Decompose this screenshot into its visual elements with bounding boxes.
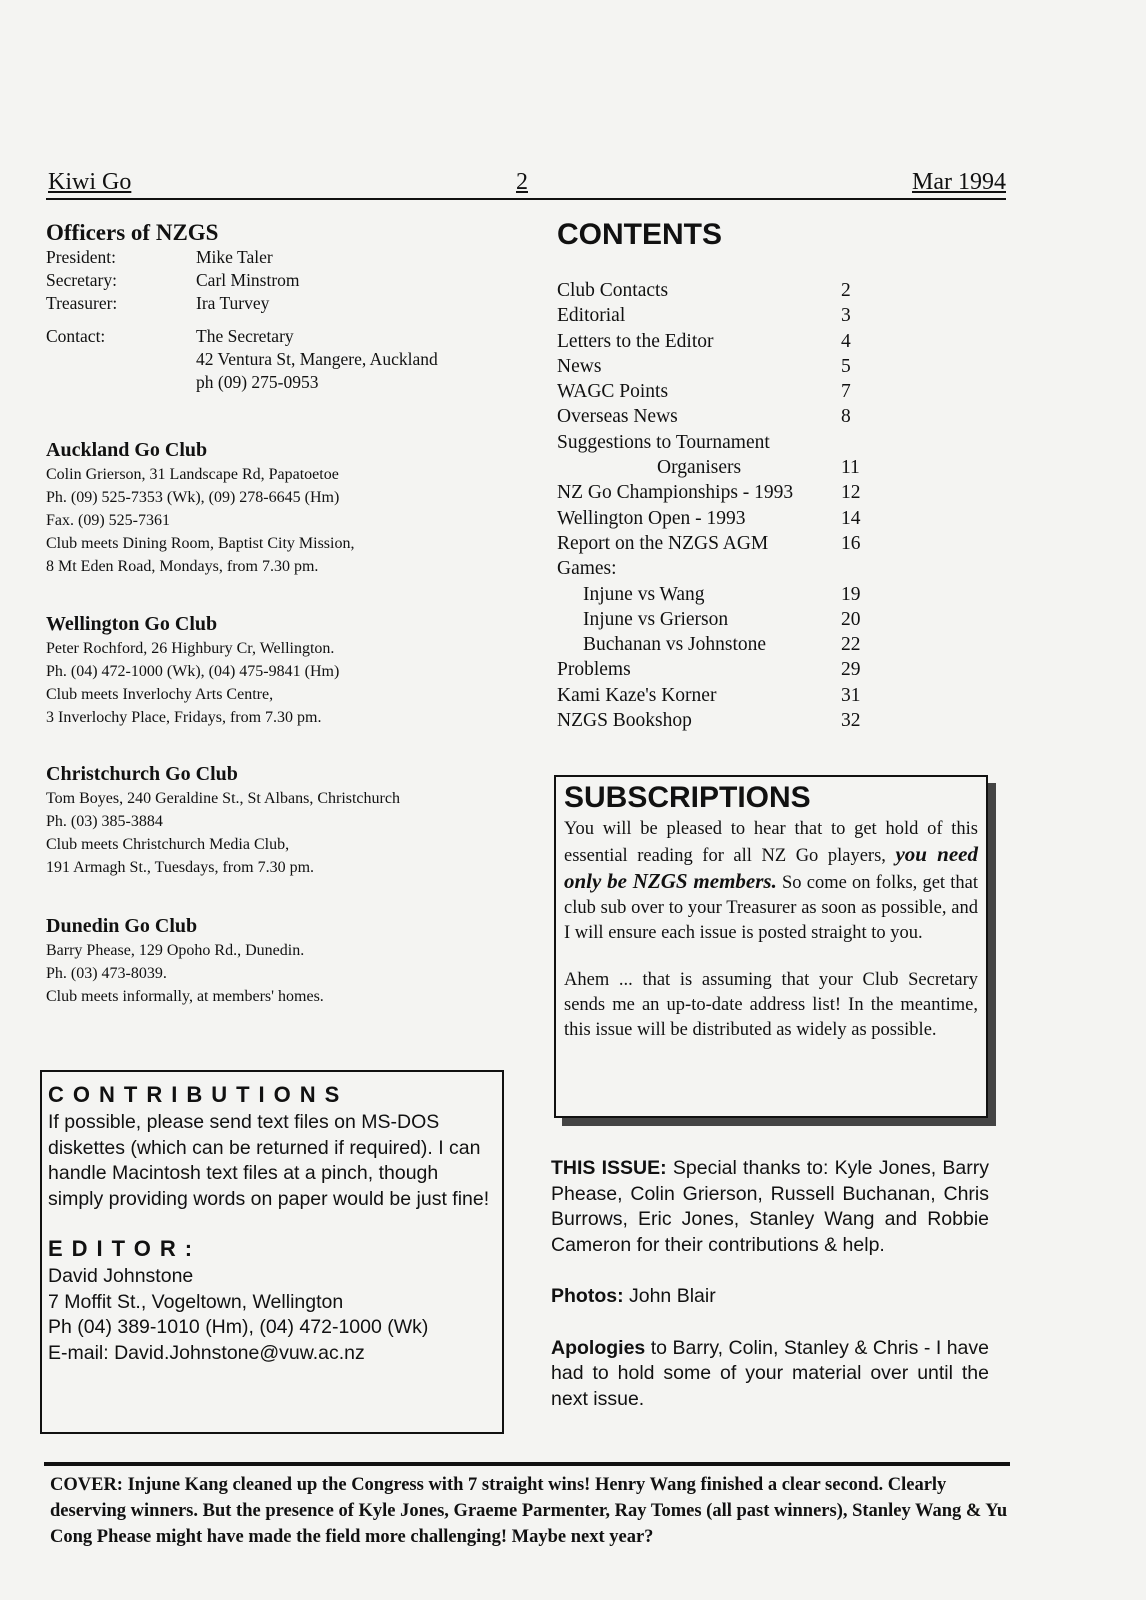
cover-note: [50, 1472, 1010, 1550]
page-number: 2: [516, 169, 528, 195]
toc-title: Overseas News: [557, 406, 678, 428]
toc-page: 16: [841, 532, 861, 554]
toc-title: WAGC Points: [557, 381, 669, 403]
toc-item: [557, 354, 877, 379]
club-christchurch: [46, 762, 516, 879]
toc-title: Problems: [557, 659, 631, 681]
editor-email: E-mail: David.Johnstone@vuw.ac.nz: [48, 1341, 365, 1364]
club-dunedin: [46, 914, 516, 1008]
officer-name: Carl Minstrom: [196, 270, 300, 290]
toc-title: Games:: [557, 558, 617, 580]
editor-line: David Johnstone: [48, 1265, 194, 1287]
contact-row: [46, 325, 516, 348]
photos-label: Photos:: [551, 1285, 624, 1307]
toc-item: [557, 480, 877, 505]
club-line: Club meets Inverlochy Arts Centre,: [46, 686, 274, 703]
toc-page: 7: [841, 381, 851, 403]
issue-date: Mar 1994: [912, 169, 1006, 195]
officer-row: [46, 269, 516, 292]
club-line: Ph. (03) 473-8039.: [46, 965, 167, 982]
club-line: Fax. (09) 525-7361: [46, 512, 170, 529]
photos-paragraph: [551, 1284, 989, 1310]
publication-title: Kiwi Go: [48, 169, 132, 195]
toc-page: 22: [841, 634, 861, 656]
contact-label: Contact:: [46, 326, 106, 346]
toc-item: [557, 455, 877, 480]
toc-item: [557, 607, 877, 632]
page-header: [46, 168, 1006, 200]
contents-section: [557, 218, 877, 733]
club-line: Barry Phease, 129 Opoho Rd., Dunedin.: [46, 942, 305, 959]
officer-row: [46, 246, 516, 269]
editor-line: 7 Moffit St., Vogeltown, Wellington: [48, 1290, 344, 1313]
officers-section: [46, 220, 516, 394]
contact-line: 42 Ventura St, Mangere, Auckland: [196, 349, 438, 369]
this-issue-section: [551, 1156, 989, 1412]
toc-title: Report on the NZGS AGM: [557, 532, 769, 554]
toc-item: [557, 278, 877, 303]
club-auckland: [46, 438, 516, 578]
toc-title: Suggestions to Tournament: [557, 431, 770, 453]
subscriptions-box: [554, 775, 988, 1118]
toc-item: [557, 303, 877, 328]
cover-text: Injune Kang cleaned up the Congress with 7 straight wins! Henry Wang finished a clear second. Clearly deserving winners. But the presence of Kyle Jones, Graeme Parmenter, Ray Tomes (all past winners), Stanley Wang & Yu Cong Phease might have made the field more challenging! Maybe next year?: [50, 1475, 1008, 1547]
toc-page: 14: [841, 507, 861, 529]
toc-item: [557, 430, 877, 455]
toc-page: [841, 556, 877, 581]
toc-title: Buchanan vs Johnstone: [583, 634, 767, 656]
contact-line: The Secretary: [196, 326, 294, 346]
club-line: Club meets informally, at members' homes.: [46, 988, 324, 1005]
contact-line: ph (09) 275-0953: [196, 372, 319, 392]
photos-text: John Blair: [623, 1285, 716, 1307]
toc-item: [557, 556, 877, 581]
contact-row: [46, 371, 516, 394]
toc-page: 31: [841, 684, 861, 706]
apologies-paragraph: [551, 1336, 989, 1413]
club-name: Auckland Go Club: [46, 439, 208, 461]
club-name: Christchurch Go Club: [46, 763, 238, 785]
subscriptions-paragraph: [564, 817, 978, 946]
officer-name: Mike Taler: [196, 247, 273, 267]
club-line: Ph. (09) 525-7353 (Wk), (09) 278-6645 (Hm): [46, 489, 340, 506]
officer-name: Ira Turvey: [196, 293, 270, 313]
toc-item: [557, 683, 877, 708]
toc-title: Editorial: [557, 305, 626, 327]
toc-item: [557, 582, 877, 607]
cover-divider: [44, 1462, 1010, 1466]
editor-line: Ph (04) 389-1010 (Hm), (04) 472-1000 (Wk): [48, 1316, 429, 1338]
subscriptions-paragraph: Ahem ... that is assuming that your Club Secretary sends me an up-to-date address list! In the meantime, this issue will be distributed as widely as possible.: [564, 970, 978, 1040]
contents-title: CONTENTS: [557, 218, 722, 251]
club-line: Club meets Dining Room, Baptist City Mission,: [46, 535, 355, 552]
thanks-text: Special thanks to: Kyle Jones, Barry Phease, Colin Grierson, Russell Buchanan, Chris Burrows, Eric Jones, Stanley Wang and Robbie Cameron for their contributions & help.: [551, 1157, 989, 1256]
toc-title: NZ Go Championships - 1993: [557, 482, 794, 504]
contributions-title: CONTRIBUTIONS: [48, 1082, 349, 1107]
toc-page: 5: [841, 355, 851, 377]
toc-item: [557, 404, 877, 429]
toc-item: [557, 531, 877, 556]
toc-title: News: [557, 355, 602, 377]
toc-title: Kami Kaze's Korner: [557, 684, 717, 706]
toc-item: [557, 632, 877, 657]
club-name: Wellington Go Club: [46, 613, 218, 635]
thanks-label: THIS ISSUE:: [551, 1157, 667, 1179]
toc-item: [557, 708, 877, 733]
club-line: Tom Boyes, 240 Geraldine St., St Albans, Christchurch: [46, 790, 400, 807]
contributions-text: If possible, please send text files on MS-DOS diskettes (which can be returned if required). I can handle Macintosh text files at a pinch, though simply providing words on paper would be just fine!: [48, 1111, 490, 1210]
toc-title: Club Contacts: [557, 280, 669, 301]
subscriptions-emphasis: you need only be NZGS members.: [564, 842, 978, 893]
officer-label: Secretary:: [46, 270, 117, 290]
apologies-text: to Barry, Colin, Stanley & Chris - I have had to hold some of your material over until the next issue.: [551, 1336, 989, 1410]
officer-label: Treasurer:: [46, 293, 118, 313]
subscriptions-text: You will be pleased to hear that to get hold of this essential reading for all NZ Go players,: [564, 819, 978, 866]
toc-page: 3: [841, 305, 851, 327]
subscriptions-title: SUBSCRIPTIONS: [564, 781, 811, 814]
toc-page: 20: [841, 608, 861, 630]
toc-title: Letters to the Editor: [557, 330, 714, 352]
toc-page: 2: [841, 280, 851, 301]
club-line: Ph. (03) 385-3884: [46, 813, 163, 830]
club-line: 191 Armagh St., Tuesdays, from 7.30 pm.: [46, 859, 315, 876]
toc-page: 12: [841, 482, 861, 504]
toc-title: Injune vs Wang: [583, 583, 705, 605]
club-line: Ph. (04) 472-1000 (Wk), (04) 475-9841 (Hm): [46, 663, 340, 680]
club-line: Colin Grierson, 31 Landscape Rd, Papatoetoe: [46, 466, 339, 483]
toc-title: Organisers: [657, 457, 742, 479]
toc-page: 8: [841, 406, 851, 428]
officers-title: Officers of NZGS: [46, 220, 219, 245]
toc-page: 19: [841, 583, 861, 605]
club-line: 8 Mt Eden Road, Mondays, from 7.30 pm.: [46, 558, 319, 575]
toc-page: 11: [841, 457, 860, 479]
toc-page: [841, 430, 877, 455]
toc-title: NZGS Bookshop: [557, 710, 692, 732]
contributions-box: [40, 1070, 504, 1434]
toc-page: 4: [841, 330, 851, 352]
club-name: Dunedin Go Club: [46, 915, 198, 937]
subscriptions-text: So come on folks, get that club sub over to your Treasurer as soon as possible, and I will ensure each issue is posted straight to you.: [564, 873, 978, 943]
toc-item: [557, 657, 877, 682]
club-line: Peter Rochford, 26 Highbury Cr, Wellington.: [46, 640, 335, 657]
club-wellington: [46, 612, 516, 729]
toc-page: 32: [841, 710, 861, 732]
contact-row: [46, 348, 516, 371]
officer-row: [46, 292, 516, 315]
officer-label: President:: [46, 247, 116, 267]
toc-item: [557, 506, 877, 531]
toc-page: 29: [841, 659, 861, 681]
editor-title: EDITOR:: [48, 1236, 202, 1261]
toc-title: Injune vs Grierson: [583, 608, 729, 630]
thanks-paragraph: [551, 1156, 989, 1258]
toc-item: [557, 379, 877, 404]
cover-label: COVER:: [50, 1475, 123, 1495]
apologies-label: Apologies: [551, 1336, 646, 1359]
club-line: Club meets Christchurch Media Club,: [46, 836, 290, 853]
club-line: 3 Inverlochy Place, Fridays, from 7.30 pm.: [46, 709, 322, 726]
toc-title: Wellington Open - 1993: [557, 507, 746, 529]
toc-item: [557, 329, 877, 354]
